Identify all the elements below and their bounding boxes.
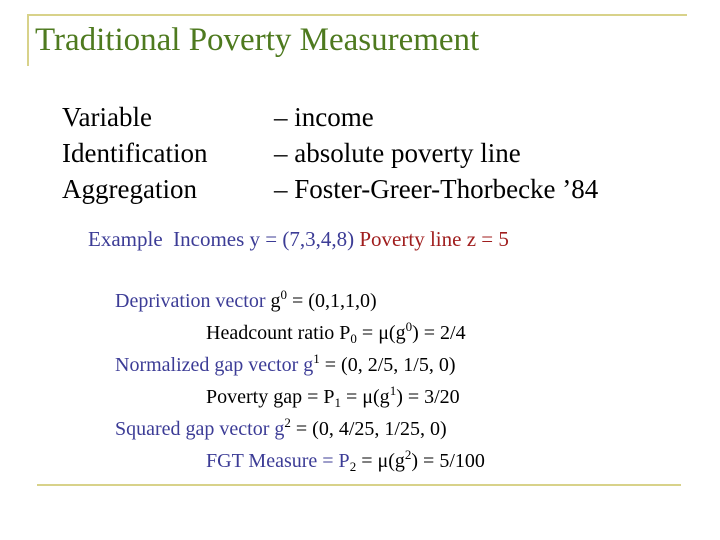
poverty-gap-sup: 1: [389, 383, 397, 398]
poverty-gap-sub: 1: [334, 395, 341, 410]
slide-title: Traditional Poverty Measurement: [35, 22, 480, 58]
poverty-gap-value: ) = 3/20: [396, 386, 460, 408]
headcount-sub: 0: [350, 331, 357, 346]
fgt-sup: 2: [404, 447, 412, 462]
normalized-gap-label: Normalized gap vector g: [115, 354, 314, 376]
definition-value-aggregation: – Foster-Greer-Thorbecke ’84: [274, 174, 599, 204]
deprivation-sup: 0: [280, 287, 287, 302]
example-label: Example: [88, 227, 163, 251]
headcount-mu: μ: [378, 322, 389, 344]
example-incomes: Incomes y = (7,3,4,8): [173, 227, 355, 251]
squared-gap-sup: 2: [284, 415, 291, 430]
headcount-eq: =: [356, 322, 379, 344]
headcount-sup: 0: [405, 319, 413, 334]
headcount-g: (g: [388, 322, 406, 344]
example-poverty-line: Poverty line z = 5: [359, 227, 509, 251]
poverty-gap-g: (g: [373, 386, 390, 408]
poverty-gap-label: Poverty gap = P: [206, 386, 335, 408]
normalized-gap-value: = (0, 2/5, 1/5, 0): [319, 354, 456, 376]
deprivation-vector-line: [115, 282, 377, 314]
frame-bottom-line: [37, 484, 681, 486]
headcount-label: Headcount ratio P: [206, 322, 351, 344]
fgt-g: (g: [388, 450, 405, 472]
poverty-gap-mu: μ: [362, 386, 374, 408]
fgt-label: FGT Measure = P: [206, 450, 350, 472]
fgt-mu: μ: [377, 450, 389, 472]
frame-top-line: [27, 14, 687, 16]
frame-left-line: [27, 14, 29, 66]
definition-value-identification: – absolute poverty line: [274, 138, 521, 168]
example-line: [88, 226, 509, 252]
definition-label-identification: Identification: [62, 138, 208, 168]
squared-gap-vector-line: [115, 410, 447, 442]
squared-gap-value: = (0, 4/25, 1/25, 0): [290, 418, 447, 440]
definition-label-variable: Variable: [62, 102, 152, 132]
poverty-gap-eq: =: [341, 386, 363, 408]
headcount-value: ) = 2/4: [412, 322, 466, 344]
normalized-gap-vector-line: [115, 346, 455, 378]
fgt-eq: =: [356, 450, 378, 472]
fgt-sub: 2: [349, 459, 357, 474]
normalized-gap-sup: 1: [313, 351, 320, 366]
fgt-value: ) = 5/100: [411, 450, 485, 472]
definition-label-aggregation: Aggregation: [62, 174, 197, 204]
deprivation-value: = (0,1,1,0): [287, 290, 377, 312]
fgt-measure-line: [206, 442, 485, 480]
deprivation-label: Deprivation vector: [115, 290, 271, 312]
deprivation-g: g: [270, 290, 281, 312]
squared-gap-label: Squared gap vector g: [115, 418, 285, 440]
definition-value-variable: – income: [274, 102, 374, 132]
